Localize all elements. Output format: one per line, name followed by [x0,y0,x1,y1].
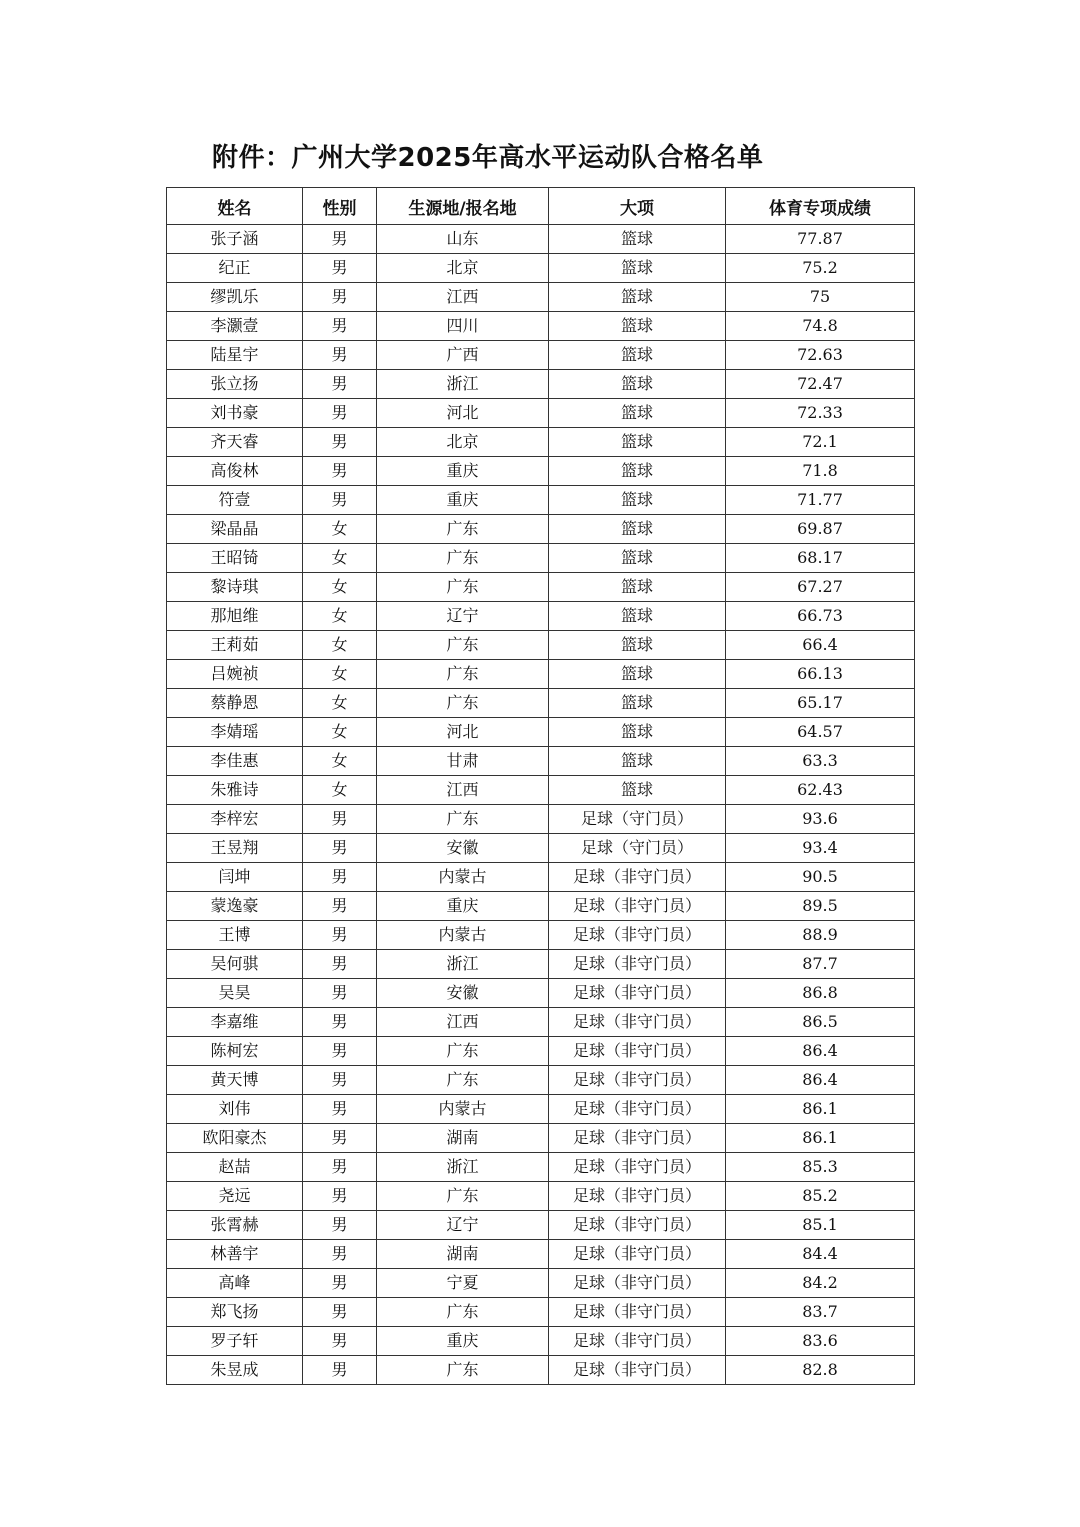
cell-sport: 足球（非守门员） [549,1211,726,1240]
cell-gender: 男 [303,1153,377,1182]
cell-gender: 男 [303,457,377,486]
cell-sport: 足球（非守门员） [549,1153,726,1182]
cell-gender: 女 [303,747,377,776]
cell-name: 吕婉祯 [167,660,303,689]
cell-gender: 女 [303,718,377,747]
cell-gender: 男 [303,428,377,457]
table-row [167,1124,915,1153]
table-row [167,1153,915,1182]
cell-score: 85.2 [726,1182,915,1211]
cell-score: 72.63 [726,341,915,370]
document-title: 附件：广州大学2025年高水平运动队合格名单 [212,143,764,173]
cell-score: 75 [726,283,915,312]
table-row [167,863,915,892]
cell-score: 72.1 [726,428,915,457]
cell-origin: 湖南 [377,1240,549,1269]
cell-score: 89.5 [726,892,915,921]
cell-name: 高峰 [167,1269,303,1298]
cell-origin: 北京 [377,428,549,457]
cell-origin: 江西 [377,776,549,805]
cell-score: 74.8 [726,312,915,341]
cell-sport: 足球（非守门员） [549,1240,726,1269]
cell-score: 71.77 [726,486,915,515]
cell-name: 罗子轩 [167,1327,303,1356]
table-row [167,283,915,312]
cell-sport: 足球（非守门员） [549,1298,726,1327]
cell-origin: 甘肃 [377,747,549,776]
cell-name: 张立扬 [167,370,303,399]
cell-gender: 男 [303,1211,377,1240]
cell-sport: 篮球 [549,747,726,776]
cell-sport: 篮球 [549,312,726,341]
cell-name: 那旭维 [167,602,303,631]
roster-table [166,187,915,1385]
cell-name: 陈柯宏 [167,1037,303,1066]
cell-gender: 女 [303,776,377,805]
cell-name: 朱雅诗 [167,776,303,805]
cell-name: 闫坤 [167,863,303,892]
table-row [167,660,915,689]
cell-origin: 内蒙古 [377,863,549,892]
cell-score: 67.27 [726,573,915,602]
cell-sport: 足球（非守门员） [549,1037,726,1066]
cell-gender: 女 [303,573,377,602]
table-row [167,1356,915,1385]
cell-sport: 足球（非守门员） [549,950,726,979]
cell-name: 吴何骐 [167,950,303,979]
cell-name: 赵喆 [167,1153,303,1182]
cell-sport: 足球（非守门员） [549,979,726,1008]
cell-origin: 广东 [377,1298,549,1327]
cell-score: 72.47 [726,370,915,399]
cell-gender: 男 [303,399,377,428]
cell-gender: 男 [303,1182,377,1211]
cell-origin: 广东 [377,1066,549,1095]
table-row [167,573,915,602]
cell-origin: 辽宁 [377,602,549,631]
cell-name: 尧远 [167,1182,303,1211]
cell-origin: 重庆 [377,486,549,515]
cell-score: 66.13 [726,660,915,689]
cell-name: 王昭锜 [167,544,303,573]
cell-gender: 女 [303,544,377,573]
table-row [167,544,915,573]
table-row [167,1066,915,1095]
table-row [167,486,915,515]
cell-sport: 足球（守门员） [549,805,726,834]
cell-name: 李梓宏 [167,805,303,834]
cell-origin: 浙江 [377,370,549,399]
cell-origin: 广东 [377,1356,549,1385]
cell-gender: 男 [303,979,377,1008]
cell-score: 84.2 [726,1269,915,1298]
cell-sport: 篮球 [549,602,726,631]
table-header-row [167,188,915,225]
cell-gender: 男 [303,1066,377,1095]
cell-score: 93.6 [726,805,915,834]
cell-score: 86.5 [726,1008,915,1037]
cell-name: 陆星宇 [167,341,303,370]
cell-score: 84.4 [726,1240,915,1269]
cell-sport: 篮球 [549,515,726,544]
cell-origin: 广东 [377,631,549,660]
cell-name: 刘伟 [167,1095,303,1124]
cell-score: 86.1 [726,1095,915,1124]
cell-name: 朱昱成 [167,1356,303,1385]
cell-score: 77.87 [726,225,915,254]
cell-sport: 篮球 [549,399,726,428]
cell-score: 87.7 [726,950,915,979]
cell-score: 86.1 [726,1124,915,1153]
table-row [167,805,915,834]
cell-gender: 女 [303,660,377,689]
cell-gender: 男 [303,1298,377,1327]
table-row [167,1037,915,1066]
cell-origin: 广东 [377,805,549,834]
cell-origin: 安徽 [377,834,549,863]
cell-name: 郑飞扬 [167,1298,303,1327]
cell-score: 69.87 [726,515,915,544]
cell-sport: 篮球 [549,254,726,283]
cell-score: 82.8 [726,1356,915,1385]
cell-sport: 足球（非守门员） [549,892,726,921]
table-row [167,1095,915,1124]
table-row [167,718,915,747]
cell-gender: 男 [303,283,377,312]
cell-origin: 广东 [377,660,549,689]
cell-score: 65.17 [726,689,915,718]
cell-origin: 广西 [377,341,549,370]
cell-name: 张霄赫 [167,1211,303,1240]
cell-gender: 男 [303,225,377,254]
cell-gender: 男 [303,370,377,399]
cell-sport: 篮球 [549,573,726,602]
cell-gender: 男 [303,1124,377,1153]
cell-name: 齐天睿 [167,428,303,457]
cell-name: 黄天博 [167,1066,303,1095]
cell-name: 黎诗琪 [167,573,303,602]
cell-sport: 篮球 [549,631,726,660]
cell-origin: 四川 [377,312,549,341]
table-row [167,399,915,428]
cell-origin: 浙江 [377,1153,549,1182]
cell-sport: 篮球 [549,283,726,312]
cell-sport: 篮球 [549,370,726,399]
cell-name: 张子涵 [167,225,303,254]
table-row [167,457,915,486]
table-row [167,1182,915,1211]
cell-sport: 足球（非守门员） [549,1008,726,1037]
cell-origin: 山东 [377,225,549,254]
cell-sport: 篮球 [549,486,726,515]
cell-sport: 篮球 [549,544,726,573]
cell-origin: 河北 [377,718,549,747]
cell-name: 王博 [167,921,303,950]
cell-score: 62.43 [726,776,915,805]
cell-origin: 江西 [377,283,549,312]
cell-origin: 内蒙古 [377,1095,549,1124]
cell-sport: 篮球 [549,660,726,689]
cell-score: 85.1 [726,1211,915,1240]
cell-sport: 足球（守门员） [549,834,726,863]
cell-origin: 广东 [377,515,549,544]
cell-sport: 足球（非守门员） [549,1095,726,1124]
table-row [167,1298,915,1327]
cell-gender: 男 [303,1356,377,1385]
cell-score: 66.4 [726,631,915,660]
cell-score: 72.33 [726,399,915,428]
table-row [167,1211,915,1240]
cell-origin: 内蒙古 [377,921,549,950]
cell-origin: 宁夏 [377,1269,549,1298]
header-origin: 生源地/报名地 [377,188,549,225]
cell-origin: 重庆 [377,892,549,921]
table-row [167,341,915,370]
cell-score: 93.4 [726,834,915,863]
cell-name: 李婧瑶 [167,718,303,747]
cell-name: 李佳惠 [167,747,303,776]
cell-gender: 女 [303,515,377,544]
cell-sport: 足球（非守门员） [549,1356,726,1385]
cell-name: 王莉茹 [167,631,303,660]
cell-sport: 篮球 [549,428,726,457]
cell-score: 83.6 [726,1327,915,1356]
table-row [167,312,915,341]
cell-name: 林善宇 [167,1240,303,1269]
cell-name: 蒙逸豪 [167,892,303,921]
cell-name: 缪凯乐 [167,283,303,312]
header-name: 姓名 [167,188,303,225]
cell-score: 88.9 [726,921,915,950]
cell-name: 符壹 [167,486,303,515]
cell-origin: 安徽 [377,979,549,1008]
table-body [167,225,915,1385]
cell-gender: 男 [303,341,377,370]
cell-name: 纪正 [167,254,303,283]
header-score: 体育专项成绩 [726,188,915,225]
cell-name: 吴昊 [167,979,303,1008]
cell-sport: 篮球 [549,776,726,805]
cell-score: 86.4 [726,1037,915,1066]
table-row [167,428,915,457]
cell-name: 高俊林 [167,457,303,486]
cell-origin: 广东 [377,1037,549,1066]
cell-sport: 篮球 [549,457,726,486]
table-row [167,1269,915,1298]
cell-score: 68.17 [726,544,915,573]
cell-sport: 篮球 [549,225,726,254]
table-row [167,1327,915,1356]
cell-origin: 河北 [377,399,549,428]
cell-gender: 男 [303,950,377,979]
cell-gender: 男 [303,834,377,863]
cell-sport: 篮球 [549,689,726,718]
cell-gender: 男 [303,254,377,283]
cell-origin: 辽宁 [377,1211,549,1240]
cell-sport: 足球（非守门员） [549,1066,726,1095]
table-row [167,979,915,1008]
table-row [167,225,915,254]
cell-gender: 男 [303,1037,377,1066]
cell-name: 李嘉维 [167,1008,303,1037]
table-row [167,776,915,805]
cell-gender: 男 [303,1095,377,1124]
cell-gender: 女 [303,689,377,718]
cell-sport: 篮球 [549,718,726,747]
cell-gender: 男 [303,805,377,834]
cell-sport: 足球（非守门员） [549,1269,726,1298]
cell-origin: 广东 [377,689,549,718]
cell-origin: 浙江 [377,950,549,979]
cell-gender: 男 [303,1008,377,1037]
cell-score: 86.4 [726,1066,915,1095]
cell-name: 梁晶晶 [167,515,303,544]
table-row [167,631,915,660]
cell-origin: 重庆 [377,457,549,486]
table-row [167,254,915,283]
table-row [167,602,915,631]
cell-gender: 男 [303,312,377,341]
cell-score: 85.3 [726,1153,915,1182]
table-row [167,834,915,863]
cell-score: 66.73 [726,602,915,631]
cell-gender: 男 [303,1327,377,1356]
header-sport: 大项 [549,188,726,225]
cell-gender: 女 [303,631,377,660]
cell-origin: 湖南 [377,1124,549,1153]
cell-name: 蔡静恩 [167,689,303,718]
cell-name: 李灏壹 [167,312,303,341]
cell-origin: 北京 [377,254,549,283]
cell-score: 63.3 [726,747,915,776]
cell-sport: 足球（非守门员） [549,1182,726,1211]
cell-score: 90.5 [726,863,915,892]
cell-origin: 江西 [377,1008,549,1037]
cell-score: 86.8 [726,979,915,1008]
cell-gender: 男 [303,1269,377,1298]
cell-name: 欧阳豪杰 [167,1124,303,1153]
cell-name: 刘书豪 [167,399,303,428]
table-row [167,689,915,718]
cell-sport: 足球（非守门员） [549,921,726,950]
cell-gender: 男 [303,486,377,515]
table-row [167,370,915,399]
table-row [167,747,915,776]
cell-origin: 广东 [377,1182,549,1211]
cell-origin: 广东 [377,544,549,573]
cell-score: 75.2 [726,254,915,283]
cell-score: 71.8 [726,457,915,486]
table-row [167,950,915,979]
header-gender: 性别 [303,188,377,225]
cell-name: 王昱翔 [167,834,303,863]
cell-sport: 足球（非守门员） [549,1124,726,1153]
cell-sport: 足球（非守门员） [549,863,726,892]
cell-origin: 广东 [377,573,549,602]
cell-gender: 男 [303,892,377,921]
cell-origin: 重庆 [377,1327,549,1356]
cell-gender: 女 [303,602,377,631]
table-row [167,515,915,544]
table-row [167,921,915,950]
cell-gender: 男 [303,921,377,950]
cell-sport: 足球（非守门员） [549,1327,726,1356]
cell-sport: 篮球 [549,341,726,370]
table-row [167,892,915,921]
table-row [167,1008,915,1037]
cell-gender: 男 [303,863,377,892]
cell-score: 64.57 [726,718,915,747]
cell-score: 83.7 [726,1298,915,1327]
table-row [167,1240,915,1269]
cell-gender: 男 [303,1240,377,1269]
